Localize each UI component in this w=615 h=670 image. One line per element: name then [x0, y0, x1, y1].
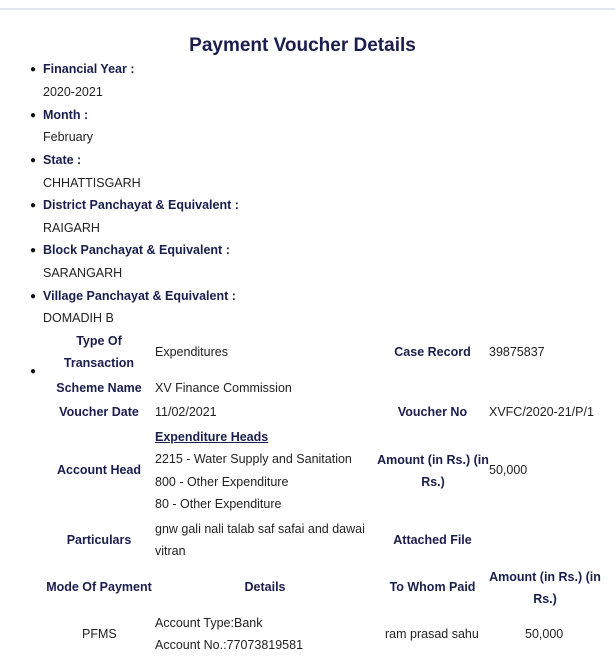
bullet-icon: ●: [30, 64, 37, 75]
voucher-date-label: Voucher Date: [59, 405, 139, 419]
bullet-icon: ●: [30, 155, 37, 166]
scheme-name-value: XV Finance Commission: [155, 381, 292, 395]
scheme-name-label: Scheme Name: [56, 381, 142, 395]
village-value: DOMADIH B: [43, 311, 114, 325]
state-value: CHHATTISGARH: [43, 176, 141, 190]
amount-header: Amount (in Rs.) (in Rs.): [489, 570, 601, 606]
village-label: Village Panchayat & Equivalent :: [43, 289, 236, 303]
district-label: District Panchayat & Equivalent :: [43, 198, 239, 212]
payment-details-line1: Account Type:Bank: [155, 616, 263, 630]
account-head-label: Account Head: [56, 463, 142, 477]
page-title: Payment Voucher Details: [189, 35, 416, 56]
voucher-no-label: Voucher No: [397, 405, 468, 419]
bullet-icon: ●: [30, 245, 37, 256]
financial-year-value: 2020-2021: [43, 85, 103, 99]
block-value: SARANGARH: [43, 266, 123, 280]
bullet-icon: ●: [30, 291, 37, 302]
district-value: RAIGARH: [43, 221, 100, 235]
type-of-transaction-label: Type Of Transaction: [63, 334, 135, 370]
payment-mode-cell: PFMS: [82, 627, 117, 641]
attached-file-label: Attached File: [393, 533, 472, 547]
mode-of-payment-header: Mode Of Payment: [46, 580, 152, 594]
bullet-icon: ●: [30, 366, 37, 377]
bullet-icon: ●: [30, 200, 37, 211]
month-value: February: [43, 130, 94, 144]
month-label: Month :: [43, 108, 89, 122]
payment-to-whom-cell: ram prasad sahu: [385, 627, 479, 641]
state-label: State :: [43, 153, 82, 167]
expenditure-head-item: 2215 - Water Supply and Sanitation: [155, 452, 352, 466]
voucher-no-value: XVFC/2020-21/P/1: [489, 405, 594, 419]
details-header: Details: [244, 580, 286, 594]
particulars-value: gnw gali nali talab saf safai and dawai vitran: [155, 522, 365, 558]
to-whom-paid-header: To Whom Paid: [389, 580, 476, 594]
amount-label: Amount (in Rs.) (in Rs.): [377, 453, 489, 489]
payment-details-line2: Account No.:77073819581: [155, 638, 304, 652]
block-label: Block Panchayat & Equivalent :: [43, 243, 230, 257]
case-record-value: 39875837: [489, 345, 545, 359]
top-divider: [0, 8, 615, 10]
expenditure-head-item: 80 - Other Expenditure: [155, 497, 282, 511]
financial-year-label: Financial Year :: [43, 62, 135, 76]
expenditure-heads-title: Expenditure Heads: [155, 430, 269, 444]
voucher-date-value: 11/02/2021: [155, 405, 217, 419]
type-of-transaction-value: Expenditures: [155, 345, 228, 359]
expenditure-head-item: 800 - Other Expenditure: [155, 475, 289, 489]
payment-amount-cell: 50,000: [525, 627, 564, 641]
bullet-icon: ●: [30, 110, 37, 121]
case-record-label: Case Record: [394, 345, 471, 359]
amount-value: 50,000: [489, 463, 528, 477]
particulars-label: Particulars: [66, 533, 132, 547]
